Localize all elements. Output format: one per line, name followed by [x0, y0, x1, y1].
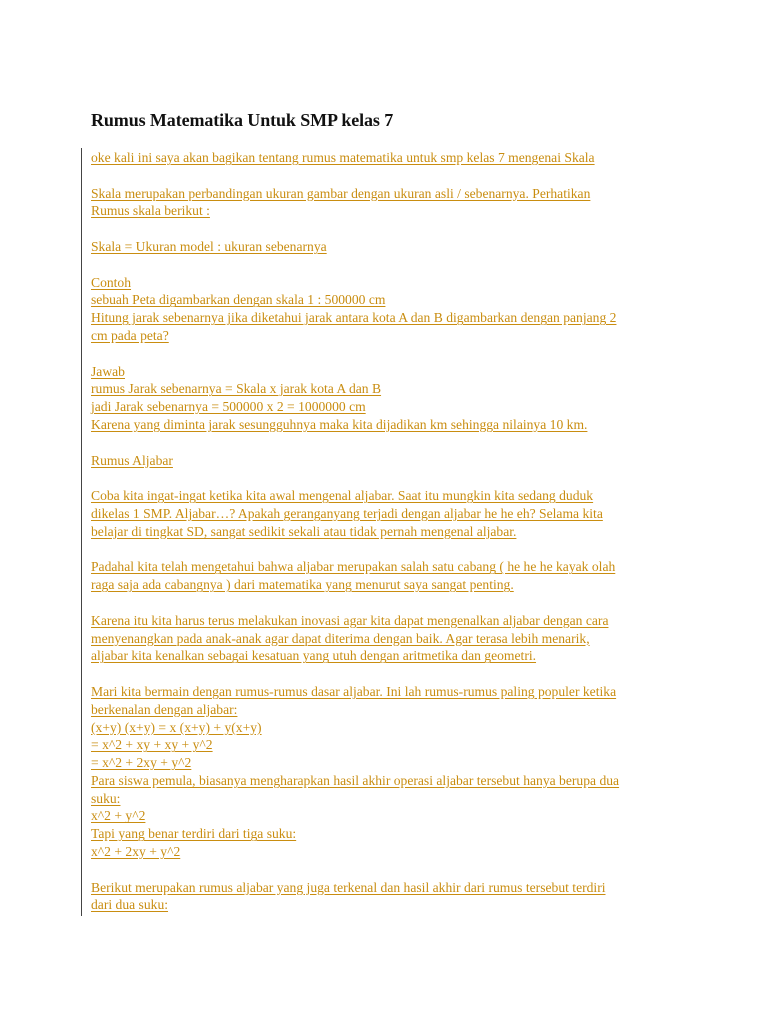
text-line	[91, 238, 691, 256]
text-line-content: raga saja ada cabangnya ) dari matematika yang menurut saya sangat penting.	[91, 577, 514, 593]
text-line	[91, 701, 691, 719]
text-line-content: cm pada peta?	[91, 327, 169, 343]
text-line	[91, 327, 691, 345]
text-line	[91, 754, 691, 772]
text-line-content: Padahal kita telah mengetahui bahwa aljabar merupakan salah satu cabang ( he he he kayak olah	[91, 559, 616, 575]
text-line-content: Skala merupakan perbandingan ukuran gambar dengan ukuran asli / sebenarnya. Perhatikan	[91, 185, 591, 201]
text-line	[91, 736, 691, 754]
text-line	[91, 825, 691, 843]
text-line	[91, 487, 691, 505]
paragraph	[91, 487, 691, 540]
text-line-content: belajar di tingkat SD, sangat sedikit sekali atau tidak pernah mengenal aljabar.	[91, 523, 517, 539]
paragraph	[91, 612, 691, 665]
text-line-content: Berikut merupakan rumus aljabar yang juga terkenal dan hasil akhir dari rumus tersebut terdiri	[91, 879, 606, 895]
text-line	[91, 843, 691, 861]
text-line-content: Para siswa pemula, biasanya mengharapkan hasil akhir operasi aljabar tersebut hanya berupa dua	[91, 772, 620, 788]
paragraph	[91, 363, 691, 434]
text-line	[91, 202, 691, 220]
text-line-content: Skala = Ukuran model : ukuran sebenarnya	[91, 238, 327, 254]
text-line	[91, 630, 691, 648]
document-body	[91, 149, 691, 914]
text-line-content: Rumus skala berikut :	[91, 203, 210, 219]
text-line	[91, 505, 691, 523]
text-line-content: (x+y) (x+y) = x (x+y) + y(x+y)	[91, 719, 262, 735]
text-line	[91, 398, 691, 416]
text-line-content: = x^2 + xy + xy + y^2	[91, 737, 213, 753]
paragraph	[91, 683, 691, 861]
left-border-rule	[81, 148, 82, 916]
text-line-content: rumus Jarak sebenarnya = Skala x jarak kota A dan B	[91, 381, 382, 397]
text-line	[91, 790, 691, 808]
text-line	[91, 612, 691, 630]
text-line-content: oke kali ini saya akan bagikan tentang rumus matematika untuk smp kelas 7 mengenai Skala	[91, 150, 595, 165]
text-line-content: Hitung jarak sebenarnya jika diketahui jarak antara kota A dan B digambarkan dengan panjang 2	[91, 310, 617, 326]
text-line	[91, 576, 691, 594]
text-line	[91, 291, 691, 309]
text-line-content: Mari kita bermain dengan rumus-rumus dasar aljabar. Ini lah rumus-rumus paling populer ketika	[91, 683, 617, 699]
text-line	[91, 719, 691, 737]
text-line-content: = x^2 + 2xy + y^2	[91, 755, 192, 771]
text-line-content: Karena yang diminta jarak sesungguhnya maka kita dijadikan km sehingga nilainya 10 km.	[91, 416, 588, 432]
text-line	[91, 380, 691, 398]
text-line-content: suku:	[91, 790, 121, 806]
text-line	[91, 772, 691, 790]
paragraph	[91, 558, 691, 594]
text-line-content: Rumus Aljabar	[91, 452, 173, 468]
text-line-content: Coba kita ingat-ingat ketika kita awal mengenal aljabar. Saat itu mungkin kita sedang duduk	[91, 488, 594, 504]
paragraph	[91, 452, 691, 470]
paragraph	[91, 238, 691, 256]
text-line-content: sebuah Peta digambarkan dengan skala 1 : 500000 cm	[91, 292, 386, 308]
text-line-content: Jawab	[91, 363, 125, 379]
paragraph	[91, 185, 691, 221]
text-line	[91, 309, 691, 327]
text-line	[91, 452, 691, 470]
paragraph	[91, 274, 691, 345]
text-line-content: aljabar kita kenalkan sebagai kesatuan yang utuh dengan aritmetika dan geometri.	[91, 648, 537, 664]
text-line	[91, 896, 691, 914]
text-line-content: x^2 + 2xy + y^2	[91, 844, 181, 860]
text-line	[91, 683, 691, 701]
text-line-content: dari dua suku:	[91, 897, 169, 913]
text-line-content: Karena itu kita harus terus melakukan inovasi agar kita dapat mengenalkan aljabar dengan cara	[91, 612, 609, 628]
text-line	[91, 185, 691, 203]
text-line	[91, 523, 691, 541]
paragraph	[91, 879, 691, 915]
text-line	[91, 558, 691, 576]
text-line	[91, 807, 691, 825]
text-line	[91, 149, 691, 167]
text-line-content: jadi Jarak sebenarnya = 500000 x 2 = 1000000 cm	[91, 399, 366, 415]
text-line-content: berkenalan dengan aljabar:	[91, 701, 238, 717]
text-line-content: Contoh	[91, 274, 132, 290]
paragraph	[91, 149, 691, 167]
text-line	[91, 879, 691, 897]
text-line-content: x^2 + y^2	[91, 808, 146, 824]
text-line-content: Tapi yang benar terdiri dari tiga suku:	[91, 826, 297, 842]
text-line	[91, 647, 691, 665]
text-line-content: menyenangkan pada anak-anak agar dapat diterima dengan baik. Agar terasa lebih menarik,	[91, 630, 590, 646]
text-line-content: dikelas 1 SMP. Aljabar…? Apakah geranganyang terjadi dengan aljabar he he eh? Selama kita	[91, 505, 603, 521]
page-title: Rumus Matematika Untuk SMP kelas 7	[91, 110, 394, 130]
text-line	[91, 274, 691, 292]
text-line	[91, 363, 691, 381]
text-line	[91, 416, 691, 434]
